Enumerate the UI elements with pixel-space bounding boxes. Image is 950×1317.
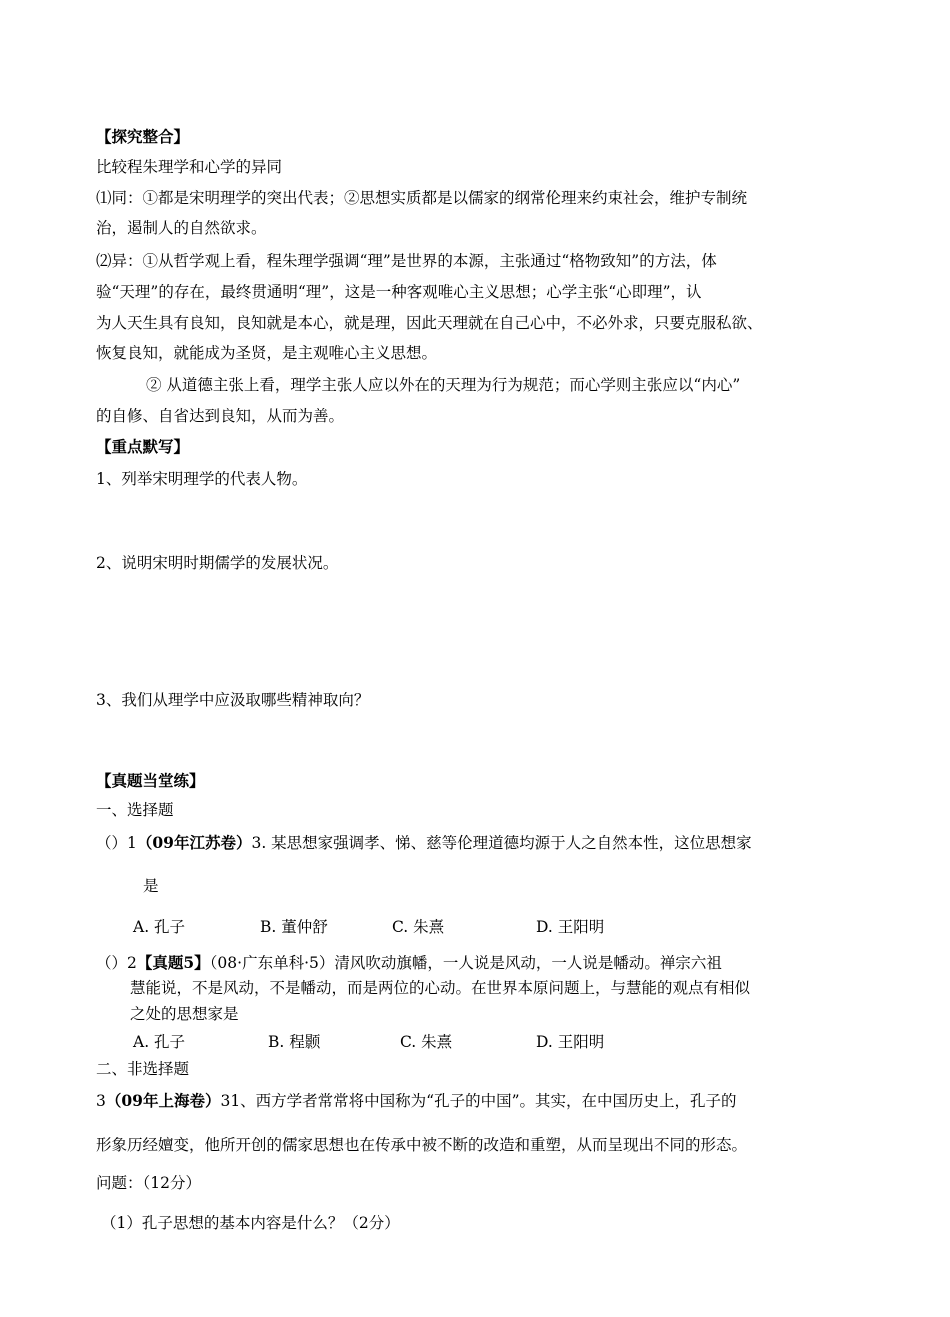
question-3-prefix: 3 bbox=[96, 1092, 106, 1110]
question-2-option-a: A. 孔子 bbox=[133, 1033, 186, 1051]
question-3-source: （09年上海卷） bbox=[105, 1091, 221, 1110]
question-1-option-c: C. 朱熹 bbox=[392, 918, 445, 936]
question-2-option-d: D. 王阳明 bbox=[536, 1033, 605, 1051]
same-line-2: 治，遏制人的自然欲求。 bbox=[96, 219, 267, 237]
diff2-line-1: ② 从道德主张上看，理学主张人应以外在的天理为行为规范；而心学则主张应以“内心” bbox=[146, 376, 741, 394]
diff2-line-2: 的自修、自省达到良知，从而为善。 bbox=[96, 407, 345, 425]
question-3 bbox=[96, 1091, 737, 1111]
diff-line-2: 验“天理”的存在，最终贯通明“理”，这是一种客观唯心主义思想；心学主张“心即理”，认 bbox=[96, 283, 702, 301]
diff-line-4: 恢复良知，就能成为圣贤，是主观唯心主义思想。 bbox=[96, 344, 438, 362]
question-3-line-1: 31、西方学者常常将中国称为“孔子的中国”。其实，在中国历史上，孔子的 bbox=[220, 1092, 737, 1110]
explore-heading: 【探究整合】 bbox=[96, 127, 190, 146]
question-1-text: 3. 某思想家强调孝、悌、慈等伦理道德均源于人之自然本性，这位思想家 bbox=[251, 834, 752, 852]
question-3-label: 问题：（12分） bbox=[96, 1174, 201, 1192]
question-1-prefix: （）1 bbox=[96, 834, 137, 852]
question-2-line-2: 慧能说，不是风动，不是幡动，而是两位的心动。在世界本原问题上，与慧能的观点有相似 bbox=[130, 979, 751, 997]
question-1-continuation: 是 bbox=[143, 877, 159, 895]
same-line-1: ⑴同：①都是宋明理学的突出代表；②思想实质都是以儒家的纲常伦理来约束社会，维护专制统 bbox=[96, 189, 748, 207]
question-3-sub-1: （1）孔子思想的基本内容是什么？（2分） bbox=[101, 1214, 400, 1232]
question-3-line-2: 形象历经嬗变，他所开创的儒家思想也在传承中被不断的改造和重塑，从而呈现出不同的形态。 bbox=[96, 1136, 748, 1154]
question-1-option-b: B. 董仲舒 bbox=[260, 918, 328, 936]
question-2 bbox=[96, 953, 722, 973]
diff-line-1: ⑵异：①从哲学观上看，程朱理学强调“理”是世界的本源，主张通过“格物致知”的方法，体 bbox=[96, 252, 717, 270]
question-1-option-d: D. 王阳明 bbox=[536, 918, 605, 936]
recite-question-2: 2、说明宋明时期儒学的发展状况。 bbox=[96, 554, 339, 572]
question-2-line-1: （08·广东单科·5）清风吹动旗幡，一人说是风动，一人说是幡动。禅宗六祖 bbox=[209, 954, 722, 972]
choice-heading: 一、选择题 bbox=[96, 801, 174, 819]
question-2-option-c: C. 朱熹 bbox=[400, 1033, 453, 1051]
question-1-option-a: A. 孔子 bbox=[133, 918, 186, 936]
recite-heading: 【重点默写】 bbox=[96, 437, 190, 456]
recite-question-3: 3、我们从理学中应汲取哪些精神取向？ bbox=[96, 691, 370, 709]
question-2-source: 【真题5】 bbox=[136, 953, 210, 972]
diff-line-3: 为人天生具有良知，良知就是本心，就是理，因此天理就在自己心中，不必外求，只要克服私欲、 bbox=[96, 314, 763, 332]
recite-question-1: 1、列举宋明理学的代表人物。 bbox=[96, 470, 308, 488]
explore-subtitle: 比较程朱理学和心学的异同 bbox=[96, 158, 283, 176]
nonchoice-heading: 二、非选择题 bbox=[96, 1060, 190, 1078]
practice-heading: 【真题当堂练】 bbox=[96, 771, 205, 790]
question-2-option-b: B. 程颢 bbox=[268, 1033, 321, 1051]
question-2-prefix: （）2 bbox=[96, 954, 137, 972]
question-1 bbox=[96, 833, 752, 853]
question-2-line-3: 之处的思想家是 bbox=[130, 1005, 239, 1023]
question-1-source: （09年江苏卷） bbox=[136, 833, 252, 852]
